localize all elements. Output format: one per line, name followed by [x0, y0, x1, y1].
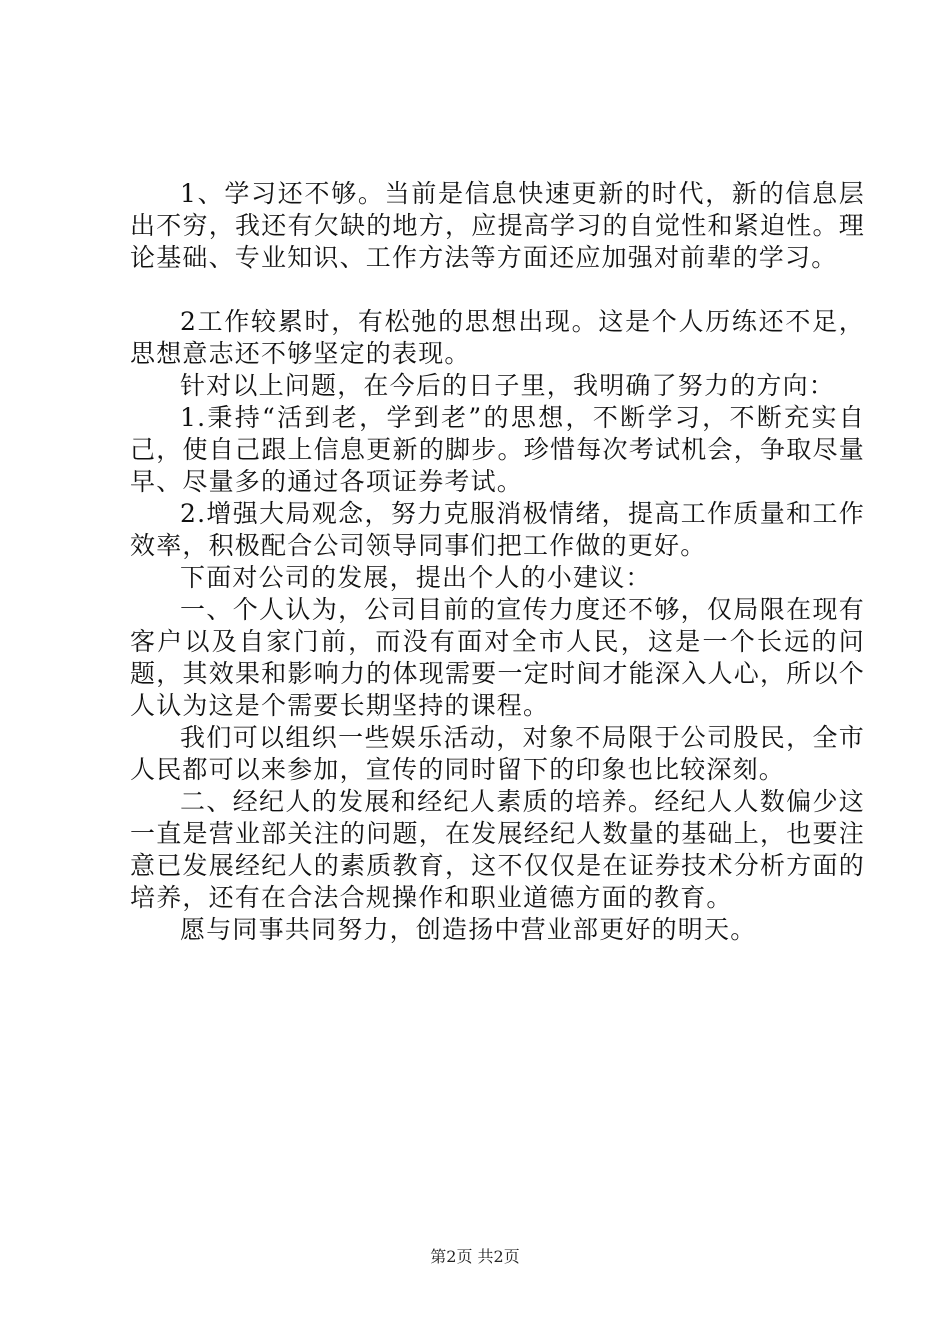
page-footer: 第2页 共2页 [430, 1247, 520, 1266]
paragraph-direction-2: 2.增强大局观念，努力克服消极情绪，提高工作质量和工作效率，积极配合公司领导同事们把工作做的更好。 [130, 499, 865, 560]
document-body [130, 178, 865, 946]
paragraph-suggestions-intro: 下面对公司的发展，提出个人的小建议： [180, 563, 652, 592]
paragraph-suggestion-2: 二、经纪人的发展和经纪人素质的培养。经纪人人数偏少这一直是营业部关注的问题，在发展经纪人数量的基础上，也要注意已发展经纪人的素质教育，这不仅仅是在证券技术分析方面的培养，还有在合法合规操作和职业道德方面的教育。 [130, 787, 865, 912]
paragraph-suggestion-1: 一、个人认为，公司目前的宣传力度还不够，仅局限在现有客户以及自家门前，而没有面对全市人民，这是一个长远的问题，其效果和影响力的体现需要一定时间才能深入人心，所以个人认为这是个需要长期坚持的课程。 [130, 595, 865, 720]
paragraph-fatigue: 2工作较累时，有松弛的思想出现。这是个人历练还不足，思想意志还不够坚定的表现。 [130, 307, 865, 368]
paragraph-direction-intro: 针对以上问题，在今后的日子里，我明确了努力的方向： [180, 371, 836, 400]
paragraph-closing: 愿与同事共同努力，创造扬中营业部更好的明天。 [180, 915, 757, 944]
paragraph-direction-1: 1.秉持“活到老，学到老”的思想，不断学习，不断充实自己，使自己跟上信息更新的脚步。珍惜每次考试机会，争取尽量早、尽量多的通过各项证券考试。 [130, 403, 865, 496]
paragraph-study-insufficient: 1、学习还不够。当前是信息快速更新的时代，新的信息层出不穷，我还有欠缺的地方，应提高学习的自觉性和紧迫性。理论基础、专业知识、工作方法等方面还应加强对前辈的学习。 [130, 179, 865, 272]
paragraph-activities: 我们可以组织一些娱乐活动，对象不局限于公司股民，全市人民都可以来参加，宣传的同时留下的印象也比较深刻。 [130, 723, 865, 784]
